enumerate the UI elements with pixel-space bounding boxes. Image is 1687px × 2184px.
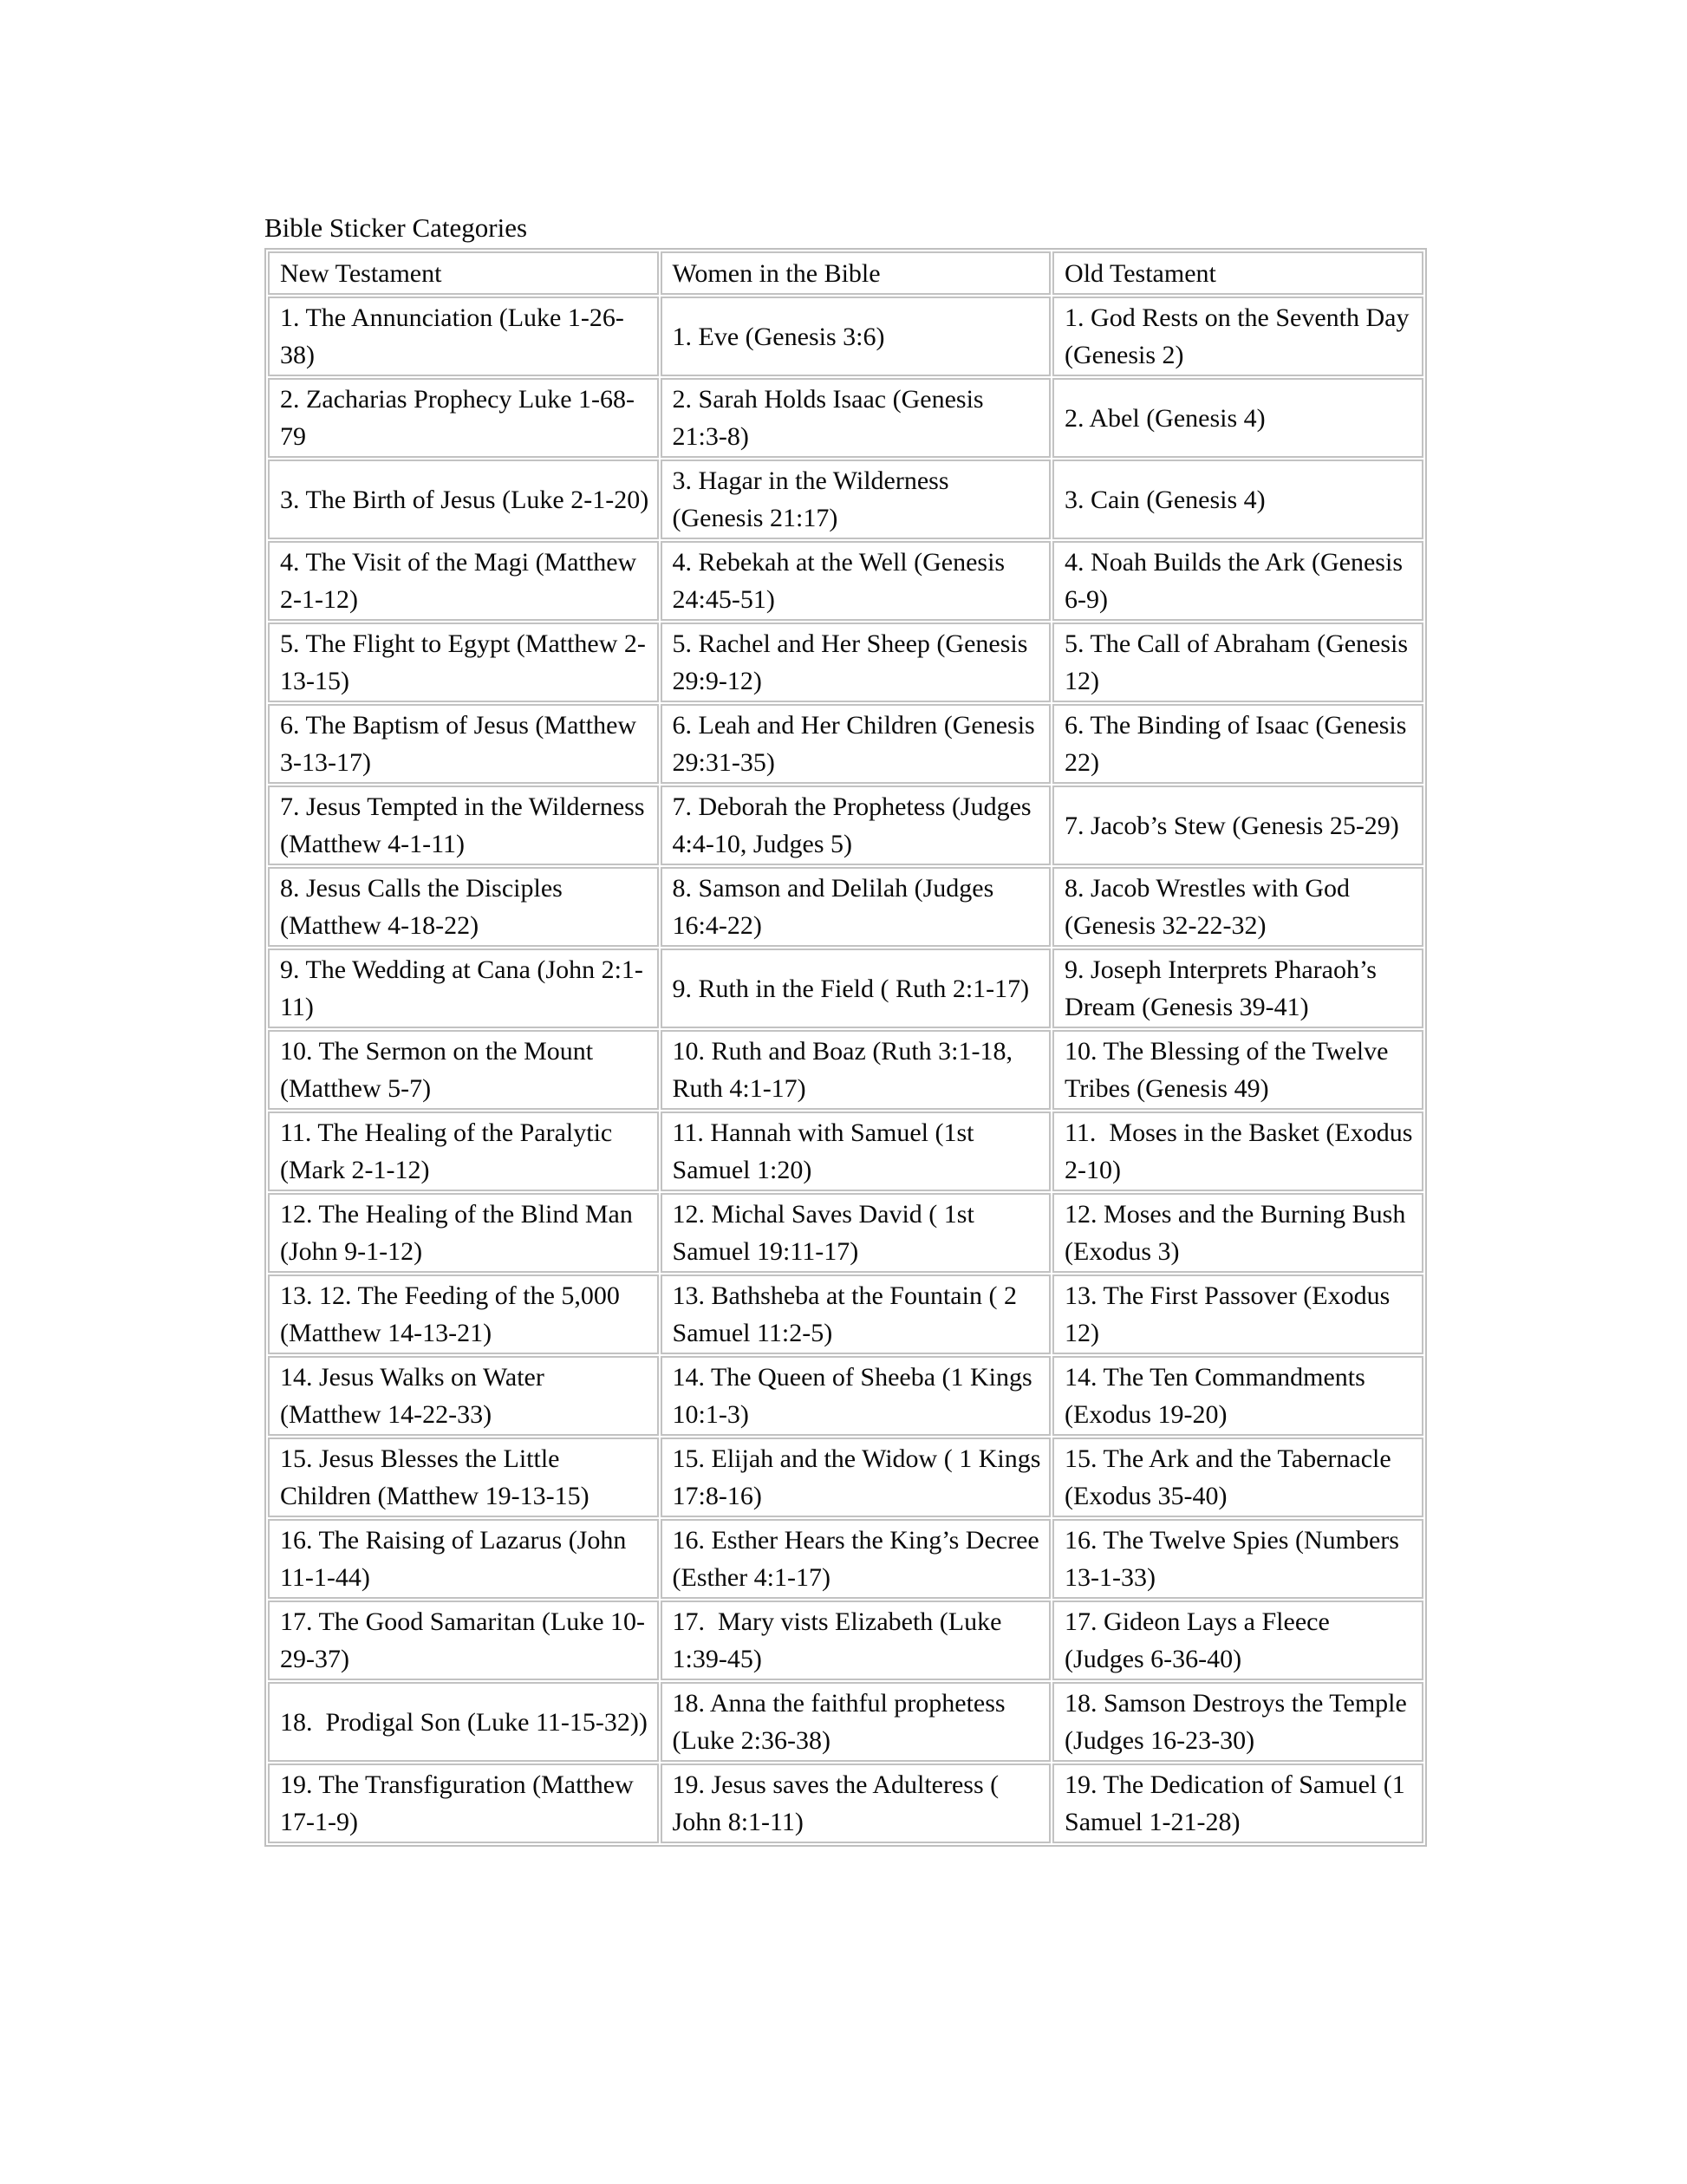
table-cell: 17. Mary vists Elizabeth (Luke 1:39-45) <box>661 1601 1052 1680</box>
table-cell: 1. The Annunciation (Luke 1-26-38) <box>268 297 659 376</box>
table-cell: 10. The Sermon on the Mount (Matthew 5-7) <box>268 1030 659 1110</box>
table-cell: 11. Hannah with Samuel (1st Samuel 1:20) <box>661 1112 1052 1191</box>
table-cell: 5. The Call of Abraham (Genesis 12) <box>1052 623 1423 702</box>
table-cell: 5. Rachel and Her Sheep (Genesis 29:9-12) <box>661 623 1052 702</box>
table-cell: 11. Moses in the Basket (Exodus 2-10) <box>1052 1112 1423 1191</box>
table-row <box>268 1763 1423 1843</box>
table-cell: 2. Zacharias Prophecy Luke 1-68-79 <box>268 378 659 458</box>
table-cell: 8. Jesus Calls the Disciples (Matthew 4-18-22) <box>268 867 659 947</box>
table-cell: 9. Joseph Interprets Pharaoh’s Dream (Genesis 39-41) <box>1052 949 1423 1028</box>
table-cell: 11. The Healing of the Paralytic (Mark 2-1-12) <box>268 1112 659 1191</box>
table-cell: 17. Gideon Lays a Fleece (Judges 6-36-40) <box>1052 1601 1423 1680</box>
table-row <box>268 1193 1423 1273</box>
table-cell: 18. Samson Destroys the Temple (Judges 16-23-30) <box>1052 1682 1423 1762</box>
table-cell: 7. Jesus Tempted in the Wilderness (Matthew 4-1-11) <box>268 786 659 865</box>
table-cell: 16. Esther Hears the King’s Decree (Esther 4:1-17) <box>661 1519 1052 1599</box>
table-body <box>268 297 1423 1843</box>
table-cell: 12. Moses and the Burning Bush (Exodus 3) <box>1052 1193 1423 1273</box>
table-row <box>268 1356 1423 1436</box>
table-cell: 14. Jesus Walks on Water (Matthew 14-22-33) <box>268 1356 659 1436</box>
table-cell: 19. The Dedication of Samuel (1 Samuel 1-21-28) <box>1052 1763 1423 1843</box>
table-cell: 7. Jacob’s Stew (Genesis 25-29) <box>1052 786 1423 865</box>
table-cell: 1. Eve (Genesis 3:6) <box>661 297 1052 376</box>
table-cell: 15. The Ark and the Tabernacle (Exodus 35-40) <box>1052 1438 1423 1517</box>
table-row <box>268 1519 1423 1599</box>
table-cell: 3. The Birth of Jesus (Luke 2-1-20) <box>268 460 659 539</box>
table-cell: 14. The Ten Commandments (Exodus 19-20) <box>1052 1356 1423 1436</box>
column-header: Old Testament <box>1052 251 1423 295</box>
table-row <box>268 1438 1423 1517</box>
table-cell: 9. The Wedding at Cana (John 2:1-11) <box>268 949 659 1028</box>
table-cell: 13. The First Passover (Exodus 12) <box>1052 1275 1423 1354</box>
table-cell: 5. The Flight to Egypt (Matthew 2-13-15) <box>268 623 659 702</box>
table-cell: 6. The Baptism of Jesus (Matthew 3-13-17) <box>268 704 659 784</box>
table-cell: 18. Prodigal Son (Luke 11-15-32)) <box>268 1682 659 1762</box>
table-cell: 18. Anna the faithful prophetess (Luke 2:36-38) <box>661 1682 1052 1762</box>
table-cell: 15. Elijah and the Widow ( 1 Kings 17:8-16) <box>661 1438 1052 1517</box>
table-row <box>268 1112 1423 1191</box>
table-cell: 17. The Good Samaritan (Luke 10-29-37) <box>268 1601 659 1680</box>
table-cell: 13. Bathsheba at the Fountain ( 2 Samuel 11:2-5) <box>661 1275 1052 1354</box>
table-row <box>268 297 1423 376</box>
table-cell: 3. Hagar in the Wilderness (Genesis 21:17) <box>661 460 1052 539</box>
table-cell: 9. Ruth in the Field ( Ruth 2:1-17) <box>661 949 1052 1028</box>
table-row <box>268 623 1423 702</box>
table-cell: 10. Ruth and Boaz (Ruth 3:1-18, Ruth 4:1-17) <box>661 1030 1052 1110</box>
table-cell: 1. God Rests on the Seventh Day (Genesis 2) <box>1052 297 1423 376</box>
table-row <box>268 378 1423 458</box>
table-cell: 4. Noah Builds the Ark (Genesis 6-9) <box>1052 541 1423 621</box>
bible-sticker-table <box>264 248 1427 1847</box>
table-cell: 7. Deborah the Prophetess (Judges 4:4-10, Judges 5) <box>661 786 1052 865</box>
table-row <box>268 1682 1423 1762</box>
table-cell: 6. The Binding of Isaac (Genesis 22) <box>1052 704 1423 784</box>
column-header: Women in the Bible <box>661 251 1052 295</box>
table-cell: 3. Cain (Genesis 4) <box>1052 460 1423 539</box>
table-row <box>268 460 1423 539</box>
table-row <box>268 949 1423 1028</box>
table-cell: 13. 12. The Feeding of the 5,000 (Matthew 14-13-21) <box>268 1275 659 1354</box>
table-cell: 12. Michal Saves David ( 1st Samuel 19:11-17) <box>661 1193 1052 1273</box>
table-header-row <box>268 251 1423 295</box>
table-cell: 6. Leah and Her Children (Genesis 29:31-35) <box>661 704 1052 784</box>
table-cell: 19. The Transfiguration (Matthew 17-1-9) <box>268 1763 659 1843</box>
table-cell: 16. The Twelve Spies (Numbers 13-1-33) <box>1052 1519 1423 1599</box>
table-cell: 4. Rebekah at the Well (Genesis 24:45-51) <box>661 541 1052 621</box>
table-cell: 16. The Raising of Lazarus (John 11-1-44) <box>268 1519 659 1599</box>
table-row <box>268 541 1423 621</box>
table-row <box>268 867 1423 947</box>
table-cell: 2. Abel (Genesis 4) <box>1052 378 1423 458</box>
table-cell: 8. Jacob Wrestles with God (Genesis 32-22-32) <box>1052 867 1423 947</box>
table-cell: 4. The Visit of the Magi (Matthew 2-1-12) <box>268 541 659 621</box>
table-row <box>268 1275 1423 1354</box>
table-cell: 15. Jesus Blesses the Little Children (Matthew 19-13-15) <box>268 1438 659 1517</box>
table-cell: 10. The Blessing of the Twelve Tribes (Genesis 49) <box>1052 1030 1423 1110</box>
table-cell: 12. The Healing of the Blind Man (John 9-1-12) <box>268 1193 659 1273</box>
table-cell: 19. Jesus saves the Adulteress ( John 8:1-11) <box>661 1763 1052 1843</box>
table-cell: 14. The Queen of Sheeba (1 Kings 10:1-3) <box>661 1356 1052 1436</box>
table-cell: 2. Sarah Holds Isaac (Genesis 21:3-8) <box>661 378 1052 458</box>
column-header: New Testament <box>268 251 659 295</box>
page-content <box>264 211 1427 1847</box>
table-row <box>268 1030 1423 1110</box>
table-row <box>268 786 1423 865</box>
table-cell: 8. Samson and Delilah (Judges 16:4-22) <box>661 867 1052 947</box>
page-title: Bible Sticker Categories <box>264 212 528 243</box>
table-row <box>268 704 1423 784</box>
table-row <box>268 1601 1423 1680</box>
